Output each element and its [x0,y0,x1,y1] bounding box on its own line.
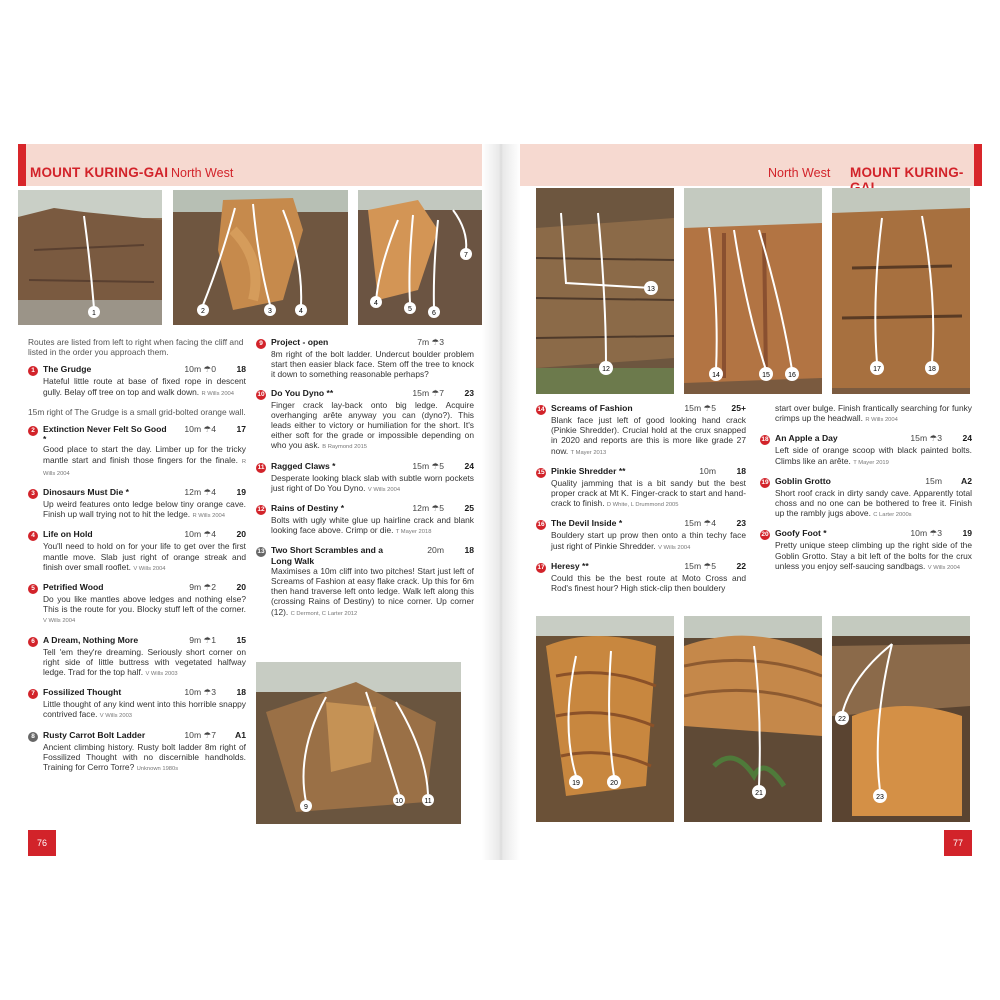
route-grade: 24 [962,433,972,444]
right-header-title: MOUNT KURING- [850,165,964,180]
right-header-subtitle: North West [768,166,831,180]
route-entry [536,403,746,458]
route-length: 15m ☂5 [412,460,444,471]
route-name: Goblin Grotto [775,475,831,486]
route-entry [28,424,246,479]
photo-label: 23 [876,794,884,801]
left-column-b [256,337,474,627]
route-continuation [760,403,972,425]
continuation-text: start over bulge. Finish frantically searching for funky crimps up the headwall. [775,403,972,424]
route-grade: 24 [464,460,474,471]
photo-label: 9 [304,804,308,811]
route-grade: 18 [236,687,246,698]
route-entry [256,545,474,618]
route-length: 15m ☂3 [910,433,942,444]
left-column-a [28,337,246,782]
route-entry [28,364,246,398]
route-name: Goofy Foot * [775,528,827,539]
crag-photo-6 [684,188,822,394]
route-number-badge: 4 [28,531,38,541]
route-description: Ancient climbing history. Rusty bolt ladder 8m right of Fossilized Thought with no discernible handholds. Training for Cerro Torre? [43,741,246,773]
route-number-badge: 20 [761,531,769,539]
route-grade: 25+ [731,403,746,413]
photo-label: 19 [572,780,580,787]
route-number-badge: 14 [537,406,545,413]
route-number-badge: 9 [256,339,266,349]
route-length: 10m ☂0 [184,364,216,375]
photo-label: 10 [395,798,403,805]
photo-label: 4 [299,308,303,315]
route-length: 15m [925,475,942,486]
route-length: 15m ☂4 [684,518,716,529]
route-description: Tell 'em they're dreaming. Seriously short corner on right side of little buttress with vegetated halfway ledge. Trad for the top half. [43,646,246,678]
route-name: Extinction Never Felt So Good * [43,424,167,445]
note-text: 15m right of The Grudge is a small grid-bolted orange wall. [28,406,246,417]
route-entry [28,635,246,680]
route-entry [256,337,474,380]
photo-label: 16 [788,372,796,379]
route-length: 10m ☂4 [184,529,216,540]
crag-photo-9 [684,616,822,822]
left-red-tab [18,144,26,186]
route-length: 12m ☂4 [184,487,216,498]
route-number-badge: 16 [537,521,545,529]
photo-label: 21 [755,790,763,797]
crag-photo-1 [18,190,162,325]
route-grade: 15 [236,634,246,645]
route-entry [256,388,474,453]
route-grade: A1 [235,729,246,740]
route-name: Screams of Fashion [551,403,633,413]
route-length: 9m ☂1 [189,634,216,645]
right-column-a [536,403,746,601]
route-number-badge: 13 [257,548,265,556]
first-ascent: R Wills 2004 [43,458,246,477]
route-grade: A2 [961,475,972,486]
route-entry [28,529,246,574]
route-grade: 23 [736,518,746,529]
route-grade: 19 [962,528,972,539]
first-ascent: R Wills 2004 [201,390,234,397]
first-ascent: R Wills 2004 [192,513,225,520]
photo-label: 2 [201,308,205,315]
first-ascent: Unknown 1980s [136,766,179,773]
route-description: 8m right of the bolt ladder. Undercut boulder problem start then easier black face. Stem off the tree to knock it down to something reasonable perhaps? [271,349,474,380]
photo-label: 20 [610,780,618,787]
left-header-subtitle: North West [171,166,234,180]
route-description: Pretty unique steep climbing up the right side of the Goblin Grotto. Stay a bit left of the bolts for the crux unless you enjoy self-saucing sandbags. [775,540,972,571]
route-name: The Grudge [43,364,92,375]
crag-photo-2 [173,190,348,325]
route-number-badge: 6 [28,637,38,647]
route-description: You'll need to hold on for your life to get over the first mantle move. Slab just right of orange streak and finish over small rooflet. [43,541,246,572]
route-description: Bolts with ugly white glue up hairline crack and blank looking face above. Crimp or die. [271,515,474,536]
route-length: 20m [427,545,444,556]
photo-label: 3 [268,308,272,315]
route-grade: 19 [236,487,246,498]
route-name: The Devil Inside * [551,518,623,529]
crag-photo-4 [256,662,461,824]
route-name: Life on Hold [43,529,93,540]
route-description: Good place to start the day. Limber up for the tricky mantle start and finish those fingers for the finale. [43,444,246,465]
route-entry [536,561,746,593]
route-description: Quality jamming that is a bit sandy but the best proper crack at Mt K. Finger-crack to start and hand-crack to finish. [551,477,746,509]
first-ascent: V Wills 2004 [927,564,960,571]
route-entry [256,461,474,495]
crag-photo-3 [358,190,482,325]
photo-label: 15 [762,372,770,379]
photo-label: 1 [92,310,96,317]
route-name: Rusty Carrot Bolt Ladder [43,729,146,740]
route-number-badge: 11 [257,463,265,471]
route-grade: 18 [464,545,474,556]
first-ascent: V Wills 2003 [99,713,133,720]
route-entry [28,687,246,721]
route-description: Little thought of any kind went into this horrible snappy contrived face. [43,699,246,720]
route-length: 10m ☂3 [910,528,942,539]
route-length: 9m ☂2 [189,582,216,593]
route-entry [28,582,246,627]
crag-photo-5 [536,188,674,394]
route-name: Rains of Destiny * [271,503,345,514]
first-ascent: T Mayer 2013 [570,449,607,456]
crag-photo-7 [832,188,970,394]
photo-label: 7 [464,252,468,259]
route-number-badge: 1 [28,366,38,376]
first-ascent: T Mayer 2019 [853,459,889,466]
photo-label: 4 [374,300,378,307]
right-page [520,144,982,860]
route-name: A Dream, Nothing More [43,634,139,645]
first-ascent: V Wills 2004 [43,618,76,625]
photo-label: 11 [424,798,432,805]
photo-label: 22 [838,716,846,723]
route-name: Two Short Scrambles and a Long Walk [271,545,384,566]
first-ascent: C Larter 2000s [873,512,912,519]
photo-label: 6 [432,310,436,317]
route-grade: 17 [236,424,246,435]
route-description: Left side of orange scoop with black painted bolts. Climbs like an arête. [775,445,972,466]
left-header-title: MOUNT KURING-GAI [30,165,169,180]
route-length: 15m ☂7 [412,387,444,398]
first-ascent: C Dermont, C Larter 2012 [290,610,358,617]
route-description: Finger crack lay-back onto big ledge. Acquire overhanging arête anyway you can (dyno?). This leads either to victory or humiliation for the short. It's either soft for the grade or impossible depending on who you ask. [271,399,474,451]
route-entry [536,466,746,511]
intro-text: Routes are listed from left to right when facing the cliff and listed in the order you approach them. [28,337,244,358]
page-number: 76 [28,830,56,856]
route-name: Petrified Wood [43,582,104,593]
route-description: Short roof crack in dirty sandy cave. Apparently total choss and no one can be bothered to free it. Finish up the rambly jugs above. [775,487,972,519]
left-page [18,144,482,860]
photo-label: 17 [873,366,881,373]
photo-label: 14 [712,372,720,379]
route-name: Dinosaurs Must Die * [43,487,129,498]
route-number-badge: 5 [28,584,38,594]
photo-label: 18 [928,366,936,373]
route-description: Do you like mantles above ledges and nothing else? This is the route for you. Blocky stuff left of the corner. [43,594,246,615]
route-name: Project - open [271,337,329,347]
route-description: Could this be the best route at Moto Cross and Rod's finest hour? High stick-clip then bouldery [551,572,746,594]
route-entry [760,433,972,467]
route-length: 15m ☂5 [684,403,716,413]
route-description: Bouldery start up prow then onto a thin techy face just right of Pinkie Shredder. [551,530,746,551]
route-length: 10m [699,465,716,476]
route-grade: 22 [736,560,746,571]
first-ascent: B Raymond 2015 [322,444,368,451]
route-entry [28,730,246,775]
route-grade: 18 [236,364,246,375]
route-name: Heresy ** [551,560,589,571]
route-number-badge: 12 [257,506,265,514]
route-entry [760,528,972,573]
route-number-badge: 10 [257,390,265,398]
route-length: 10m ☂7 [184,729,216,740]
route-length: 10m ☂4 [184,424,216,435]
route-entry [536,518,746,552]
crag-photo-10 [832,616,970,822]
photo-label: 12 [602,366,610,373]
route-number-badge: 19 [761,478,769,486]
photo-label: 13 [647,286,655,293]
route-description: Hateful little route at base of fixed rope in descent gully. Belay off tree on top and walk down. [43,376,246,397]
route-length: 10m ☂3 [184,687,216,698]
route-description: Up weird features onto ledge below tiny orange cave. Finish up wall trying not to hit the ledge. [43,499,246,520]
route-grade: 18 [736,465,746,476]
route-grade: 23 [464,387,474,398]
route-number-badge: 2 [28,426,38,436]
route-grade: 20 [236,582,246,593]
first-ascent: V Wills 2003 [145,671,178,678]
page-number: 77 [944,830,972,856]
route-name: Do You Dyno ** [271,387,334,398]
route-grade: 25 [464,503,474,514]
route-description: Desperate looking black slab with subtle worn pockets just right of Do You Dyno. [271,472,474,493]
route-number-badge: 15 [537,468,545,476]
route-grade: 20 [236,529,246,540]
first-ascent: T Mayer 2018 [395,529,432,536]
first-ascent: V Wills 2004 [658,544,691,551]
route-name: An Apple a Day [775,433,838,444]
route-entry [256,503,474,537]
route-name: Pinkie Shredder ** [551,465,626,476]
route-entry [28,487,246,521]
first-ascent: V Wills 2004 [133,565,166,572]
route-length: 7m ☂3 [417,337,444,347]
route-entry [760,476,972,521]
route-name: Ragged Claws * [271,460,336,471]
first-ascent: D White, L Drummond 2005 [606,502,679,509]
photo-label: 5 [408,306,412,313]
first-ascent: V Wills 2004 [367,486,401,493]
route-description: Blank face just left of good looking hand crack (Pinkie Shredder). Crucial hold at the crux snapped in 2020 and reports are this is more like grade 27 now. [551,415,746,456]
route-number-badge: 3 [28,489,38,499]
first-ascent: R Wills 2004 [865,417,898,424]
route-name: Fossilized Thought [43,687,122,698]
route-length: 15m ☂5 [684,560,716,571]
route-number-badge: 17 [537,563,545,571]
crag-photo-8 [536,616,674,822]
route-number-badge: 8 [28,732,38,742]
route-number-badge: 18 [761,436,769,444]
book-gutter [482,144,520,860]
route-length: 12m ☂5 [412,503,444,514]
right-column-b [760,403,972,581]
route-number-badge: 7 [28,689,38,699]
route-description: Maximises a 10m cliff into two pitches! Start just left of Screams of Fashion at easy flake crack. Up this for 6m then hand traverse left onto ledge. Walk left along this (crossing Rains of Destiny) to nice corner. Up corner (12). [271,565,474,617]
